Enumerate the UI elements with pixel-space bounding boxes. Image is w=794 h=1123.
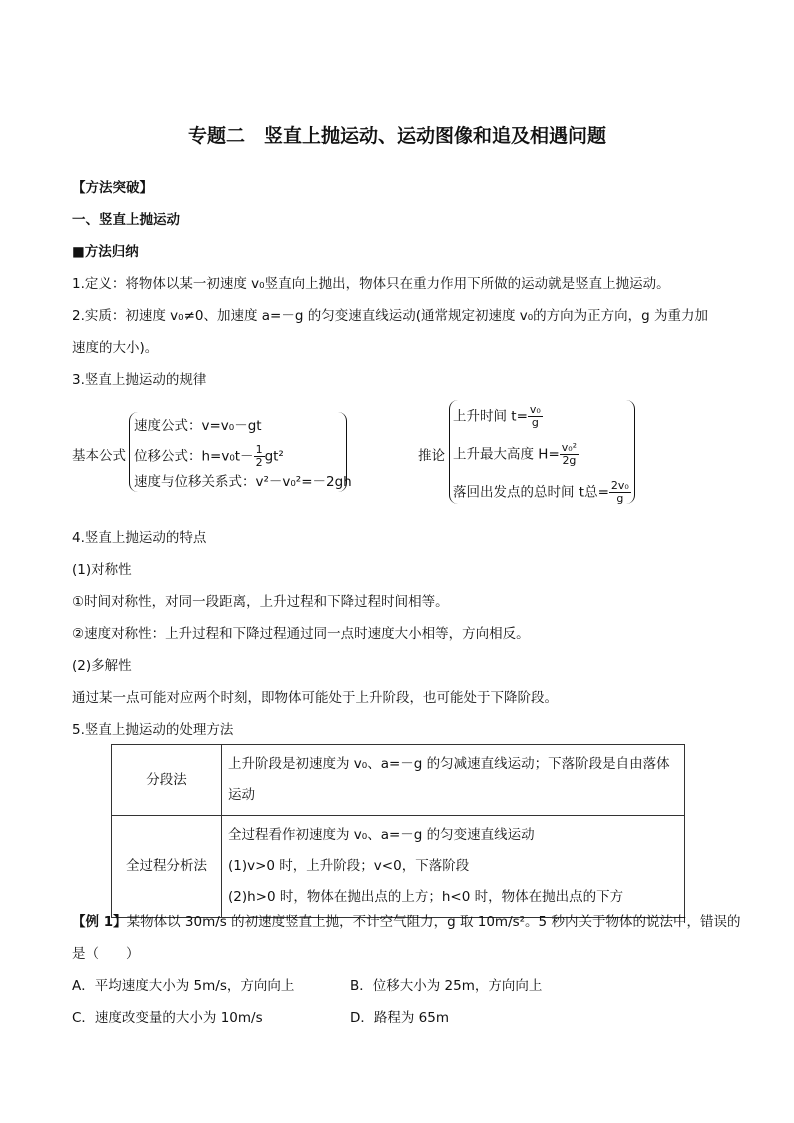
multi-solution-text: 通过某一点可能对应两个时刻，即物体可能处于上升阶段，也可能处于下降阶段。: [72, 690, 558, 706]
velocity-symmetry: ②速度对称性：上升过程和下降过程通过同一点时速度大小相等，方向相反。: [72, 626, 530, 642]
total-time-fraction: $\frac{\text{2v₀}}{g}$: [610, 479, 629, 505]
displacement-suffix: gt²: [264, 448, 284, 465]
example-line1: 【例 1】某物体以 30m/s 的初速度竖直上抛，不计空气阻力，g 取 10m/s²。5 秒内关于物体的说法中，错误的: [72, 914, 741, 930]
velocity-formula: 速度公式：v=v₀－gt: [134, 418, 262, 434]
max-height-formula: 上升最大高度 H= $\frac{\text{v₀²}}{2g}$: [453, 441, 578, 467]
page-title: 专题二 竖直上抛运动、运动图像和追及相遇问题: [187, 125, 606, 147]
section-header: 【方法突破】: [72, 180, 153, 196]
multi-solution-heading: (2)多解性: [72, 658, 132, 674]
item-essence-line2: 速度的大小)。: [72, 340, 159, 356]
time-symmetry: ①时间对称性，对同一段距离，上升过程和下降过程时间相等。: [72, 594, 449, 610]
method-summary-heading: ■方法归纳: [72, 244, 139, 260]
part1-heading: 一、竖直上抛运动: [72, 212, 180, 228]
rise-time-formula: 上升时间 t= $\frac{\text{v₀}}{g}$: [453, 403, 541, 429]
methods-table: [111, 744, 685, 918]
rise-time-fraction: $\frac{\text{v₀}}{g}$: [529, 403, 541, 429]
right-brace: [626, 400, 635, 504]
table-row: [112, 745, 685, 816]
item-definition: 1.定义：将物体以某一初速度 v₀竖直向上抛出，物体只在重力作用下所做的运动就是竖直上抛运动。: [72, 276, 670, 292]
displacement-formula: [134, 444, 284, 469]
half-fraction: $\frac{1}{2}$: [255, 443, 263, 469]
basic-formula-label: 基本公式: [72, 448, 126, 464]
item-characteristics: 4.竖直上抛运动的特点: [72, 530, 207, 546]
option-a: A．平均速度大小为 5m/s，方向向上: [72, 978, 295, 994]
example-tag: 【例 1】: [72, 914, 127, 930]
total-time-formula: 落回出发点的总时间 t总= $\frac{\text{2v₀}}{g}$: [453, 479, 629, 505]
right-brace: [338, 412, 347, 492]
option-b: B．位移大小为 25m，方向向上: [350, 978, 543, 994]
option-d: D．路程为 65m: [350, 1010, 450, 1026]
table-row: [112, 816, 685, 918]
relation-formula: 速度与位移关系式：v²－v₀²=－2gh: [134, 474, 352, 490]
example-line2: 是（ ）: [72, 946, 140, 962]
max-height-fraction: $\frac{\text{v₀²}}{2g}$: [561, 441, 578, 467]
symmetry-heading: (1)对称性: [72, 562, 132, 578]
table-cell-head: 分段法: [112, 745, 222, 816]
table-cell-body: 上升阶段是初速度为 v₀、a=－g 的匀减速直线运动；下落阶段是自由落体 运动: [222, 745, 685, 816]
item-rules: 3.竖直上抛运动的规律: [72, 372, 207, 388]
displacement-prefix: 位移公式：h=v₀t－: [134, 448, 254, 465]
item-methods: 5.竖直上抛运动的处理方法: [72, 722, 234, 738]
item-essence-line1: 2.实质：初速度 v₀≠0、加速度 a=－g 的匀变速直线运动(通常规定初速度 v₀的方向为正方向，g 为重力加: [72, 308, 709, 324]
table-cell-body: 全过程看作初速度为 v₀、a=－g 的匀变速直线运动 (1)v>0 时，上升阶段；v<0，下落阶段 (2)h>0 时，物体在抛出点的上方；h<0 时，物体在抛出点的下方: [222, 816, 685, 918]
table-cell-head: 全过程分析法: [112, 816, 222, 918]
option-c: C．速度改变量的大小为 10m/s: [72, 1010, 263, 1026]
inference-label: 推论: [418, 448, 445, 464]
